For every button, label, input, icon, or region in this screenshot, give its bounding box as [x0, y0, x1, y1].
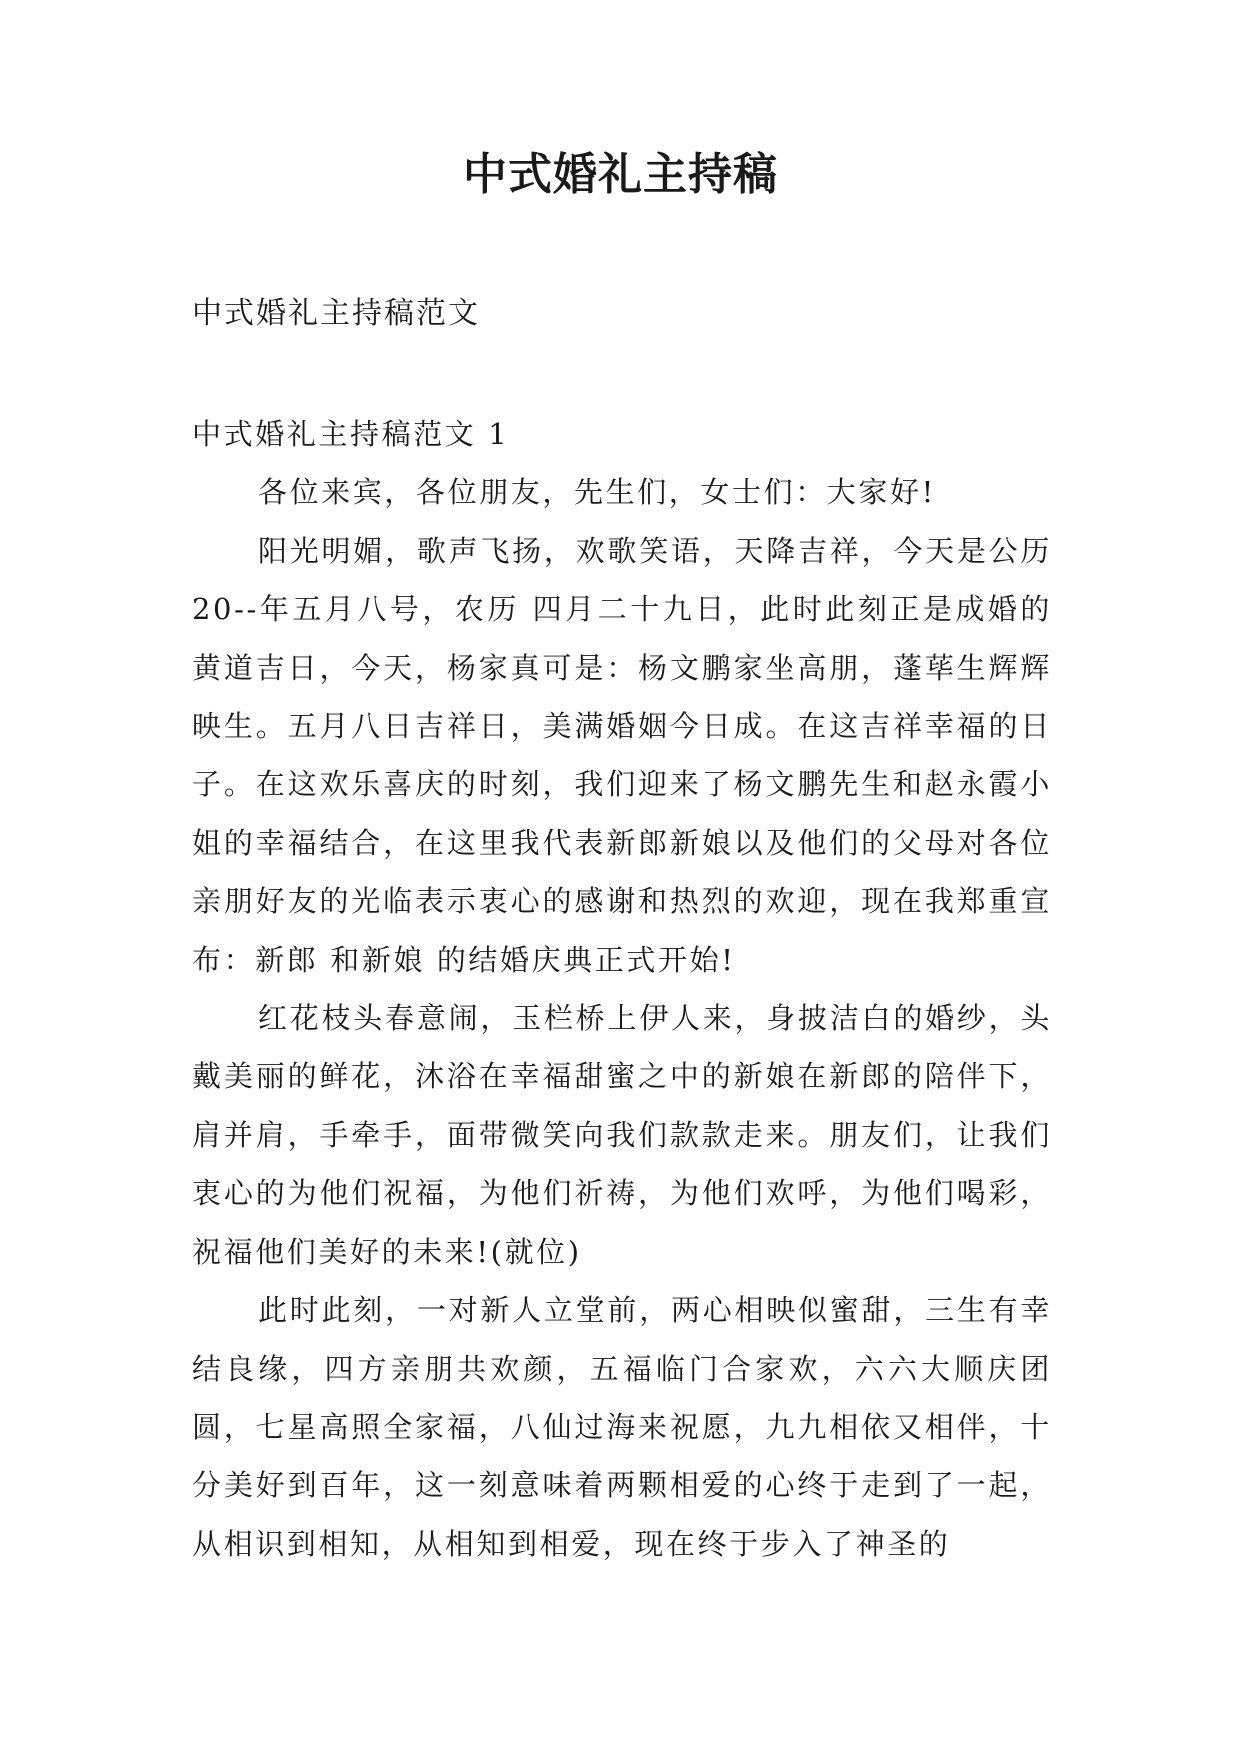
paragraph-blessing: 此时此刻，一对新人立堂前，两心相映似蜜甜，三生有幸结良缘，四方亲朋共欢颜，五福临门合家欢，六六大顺庆团圆，七星高照全家福，八仙过海来祝愿，九九相依又相伴，十分美好到百年，这一刻意味着两颗相爱的心终于走到了一起，从相识到相知，从相知到相爱，现在终于步入了神圣的 — [192, 1293, 1052, 1561]
document-body — [192, 405, 1052, 1573]
paragraph-opening: 阳光明媚，歌声飞扬，欢歌笑语，天降吉祥，今天是公历 20--年五月八号，农历 四月二十九日，此时此刻正是成婚的黄道吉日，今天，杨家真可是：杨文鹏家坐高朋，蓬荜生辉辉映生。五月八日吉祥日，美满婚姻今日成。在这吉祥幸福的日子。在这欢乐喜庆的时刻，我们迎来了杨文鹏先生和赵永霞小姐的幸福结合，在这里我代表新郎新娘以及他们的父母对各位亲朋好友的光临表示衷心的感谢和热烈的欢迎，现在我郑重宣布：新郎 和新娘 的结婚庆典正式开始! — [192, 533, 1052, 977]
document-title: 中式婚礼主持稿 — [463, 149, 778, 200]
paragraph-greeting: 各位来宾，各位朋友，先生们，女士们：大家好! — [258, 475, 936, 510]
section-heading: 中式婚礼主持稿范文 1 — [192, 417, 510, 451]
document-subtitle: 中式婚礼主持稿范文 — [192, 296, 480, 331]
paragraph-bride-entrance: 红花枝头春意闹，玉栏桥上伊人来，身披洁白的婚纱，头戴美丽的鲜花，沐浴在幸福甜蜜之中的新娘在新郎的陪伴下，肩并肩，手牵手，面带微笑向我们款款走来。朋友们，让我们衷心的为他们祝福，为他们祈祷，为他们欢呼，为他们喝彩，祝福他们美好的未来!(就位) — [192, 1001, 1052, 1269]
